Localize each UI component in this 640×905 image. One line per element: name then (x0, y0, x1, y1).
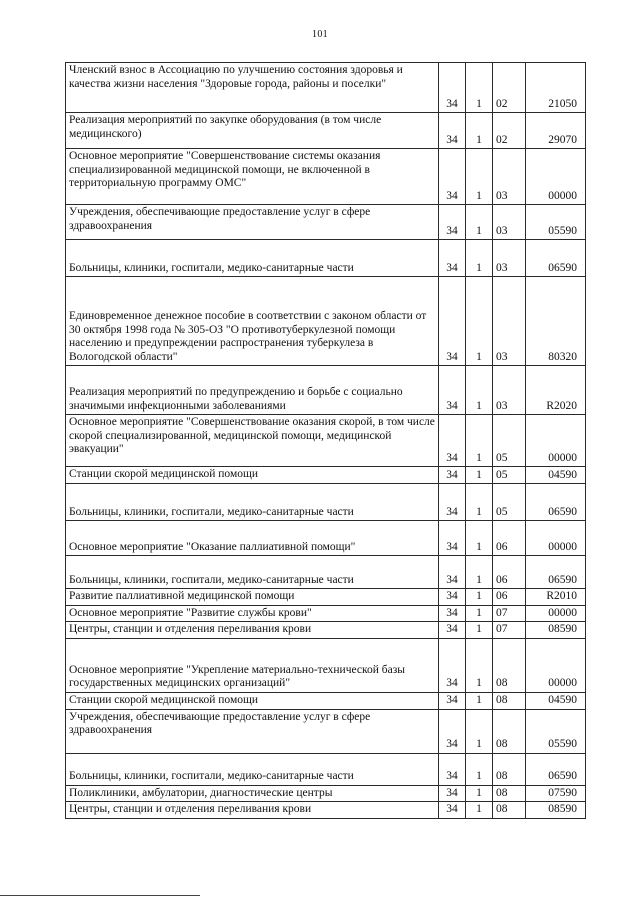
table-row (66, 415, 586, 467)
row-direction-code: R2020 (526, 366, 586, 415)
row-direction-code: 06590 (526, 753, 586, 785)
row-subprogram: 1 (466, 802, 493, 819)
row-direction-code: 00000 (526, 605, 586, 622)
row-main-activity: 08 (493, 753, 526, 785)
table-row (66, 240, 586, 277)
row-program: 34 (439, 692, 466, 709)
row-main-activity: 06 (493, 556, 526, 589)
row-name: Основное мероприятие "Совершенствование оказания скорой, в том числе скорой специализированной, медицинской помощи, медицинской эвакуации" (66, 415, 439, 467)
row-program: 34 (439, 240, 466, 277)
row-direction-code: 05590 (526, 205, 586, 240)
row-subprogram: 1 (466, 605, 493, 622)
row-name: Основное мероприятие "Совершенствование системы оказания специализированной медицинской помощи, не включенной в территориальную программу ОМС" (66, 149, 439, 205)
row-program: 34 (439, 366, 466, 415)
row-main-activity: 08 (493, 802, 526, 819)
row-program: 34 (439, 149, 466, 205)
budget-classification-table (65, 62, 586, 819)
row-subprogram: 1 (466, 415, 493, 467)
row-main-activity: 05 (493, 467, 526, 484)
table-row (66, 638, 586, 692)
row-program: 34 (439, 113, 466, 149)
row-subprogram: 1 (466, 521, 493, 556)
table-row (66, 521, 586, 556)
row-program: 34 (439, 467, 466, 484)
row-direction-code: 04590 (526, 692, 586, 709)
row-direction-code: 05590 (526, 709, 586, 753)
row-subprogram: 1 (466, 753, 493, 785)
row-direction-code: 06590 (526, 484, 586, 521)
row-name: Учреждения, обеспечивающие предоставление услуг в сфере здравоохранения (66, 709, 439, 753)
row-name: Развитие паллиативной медицинской помощи (66, 589, 439, 606)
row-main-activity: 02 (493, 113, 526, 149)
row-program: 34 (439, 205, 466, 240)
table-row (66, 753, 586, 785)
row-program: 34 (439, 802, 466, 819)
table-row (66, 709, 586, 753)
row-name: Основное мероприятие "Укрепление материально-технической базы государственных медицинских организаций" (66, 638, 439, 692)
row-direction-code: 07590 (526, 785, 586, 802)
row-name: Реализация мероприятий по предупреждению и борьбе с социально значимыми инфекционными заболеваниями (66, 366, 439, 415)
row-main-activity: 08 (493, 785, 526, 802)
row-subprogram: 1 (466, 484, 493, 521)
row-subprogram: 1 (466, 785, 493, 802)
row-program: 34 (439, 589, 466, 606)
row-main-activity: 07 (493, 622, 526, 639)
row-main-activity: 03 (493, 205, 526, 240)
row-program: 34 (439, 709, 466, 753)
row-subprogram: 1 (466, 467, 493, 484)
row-subprogram: 1 (466, 149, 493, 205)
row-main-activity: 08 (493, 709, 526, 753)
row-program: 34 (439, 753, 466, 785)
table-row (66, 205, 586, 240)
row-name: Основное мероприятие "Оказание паллиативной помощи" (66, 521, 439, 556)
table-row (66, 277, 586, 366)
row-main-activity: 06 (493, 521, 526, 556)
row-name: Учреждения, обеспечивающие предоставление услуг в сфере здравоохранения (66, 205, 439, 240)
row-name: Станции скорой медицинской помощи (66, 692, 439, 709)
table-row (66, 785, 586, 802)
row-direction-code: 08590 (526, 802, 586, 819)
page-number: 101 (312, 29, 328, 40)
table-row (66, 802, 586, 819)
table-row (66, 63, 586, 113)
footer-divider (0, 895, 200, 896)
row-program: 34 (439, 521, 466, 556)
row-program: 34 (439, 622, 466, 639)
row-main-activity: 03 (493, 149, 526, 205)
row-subprogram: 1 (466, 240, 493, 277)
row-direction-code: 00000 (526, 149, 586, 205)
row-main-activity: 06 (493, 589, 526, 606)
row-main-activity: 08 (493, 692, 526, 709)
row-main-activity: 05 (493, 415, 526, 467)
row-subprogram: 1 (466, 366, 493, 415)
table-row (66, 589, 586, 606)
table-row (66, 149, 586, 205)
row-subprogram: 1 (466, 205, 493, 240)
row-name: Больницы, клиники, госпитали, медико-санитарные части (66, 753, 439, 785)
row-name: Основное мероприятие "Развитие службы крови" (66, 605, 439, 622)
row-name: Центры, станции и отделения переливания крови (66, 802, 439, 819)
row-program: 34 (439, 605, 466, 622)
row-direction-code: 21050 (526, 63, 586, 113)
row-direction-code: 06590 (526, 240, 586, 277)
row-subprogram: 1 (466, 622, 493, 639)
row-direction-code: 08590 (526, 622, 586, 639)
row-subprogram: 1 (466, 589, 493, 606)
row-name: Больницы, клиники, госпитали, медико-санитарные части (66, 240, 439, 277)
table-row (66, 366, 586, 415)
row-program: 34 (439, 63, 466, 113)
row-name: Единовременное денежное пособие в соответствии с законом области от 30 октября 1998 года № 305-ОЗ "О противотуберкулезной помощи населению и предупреждении распространения туберкулеза в Вологодской области" (66, 277, 439, 366)
row-direction-code: 04590 (526, 467, 586, 484)
row-main-activity: 02 (493, 63, 526, 113)
row-name: Поликлиники, амбулатории, диагностические центры (66, 785, 439, 802)
row-main-activity: 03 (493, 277, 526, 366)
row-program: 34 (439, 785, 466, 802)
row-direction-code: 00000 (526, 638, 586, 692)
row-subprogram: 1 (466, 113, 493, 149)
row-name: Больницы, клиники, госпитали, медико-санитарные части (66, 556, 439, 589)
table-row (66, 622, 586, 639)
row-program: 34 (439, 415, 466, 467)
table-row (66, 692, 586, 709)
row-program: 34 (439, 277, 466, 366)
row-direction-code: 00000 (526, 415, 586, 467)
row-main-activity: 05 (493, 484, 526, 521)
row-main-activity: 07 (493, 605, 526, 622)
row-direction-code: R2010 (526, 589, 586, 606)
row-subprogram: 1 (466, 63, 493, 113)
row-subprogram: 1 (466, 692, 493, 709)
row-name: Реализация мероприятий по закупке оборудования (в том числе медицинского) (66, 113, 439, 149)
row-subprogram: 1 (466, 709, 493, 753)
row-main-activity: 03 (493, 366, 526, 415)
row-direction-code: 00000 (526, 521, 586, 556)
table-row (66, 605, 586, 622)
table-row (66, 467, 586, 484)
row-main-activity: 08 (493, 638, 526, 692)
row-name: Больницы, клиники, госпитали, медико-санитарные части (66, 484, 439, 521)
row-name: Центры, станции и отделения переливания крови (66, 622, 439, 639)
row-direction-code: 29070 (526, 113, 586, 149)
row-subprogram: 1 (466, 277, 493, 366)
row-name: Членский взнос в Ассоциацию по улучшению состояния здоровья и качества жизни населения "Здоровые города, районы и поселки" (66, 63, 439, 113)
table-row (66, 556, 586, 589)
row-program: 34 (439, 484, 466, 521)
row-program: 34 (439, 556, 466, 589)
row-subprogram: 1 (466, 556, 493, 589)
table-row (66, 484, 586, 521)
row-direction-code: 80320 (526, 277, 586, 366)
row-subprogram: 1 (466, 638, 493, 692)
row-direction-code: 06590 (526, 556, 586, 589)
row-main-activity: 03 (493, 240, 526, 277)
table-row (66, 113, 586, 149)
row-name: Станции скорой медицинской помощи (66, 467, 439, 484)
row-program: 34 (439, 638, 466, 692)
